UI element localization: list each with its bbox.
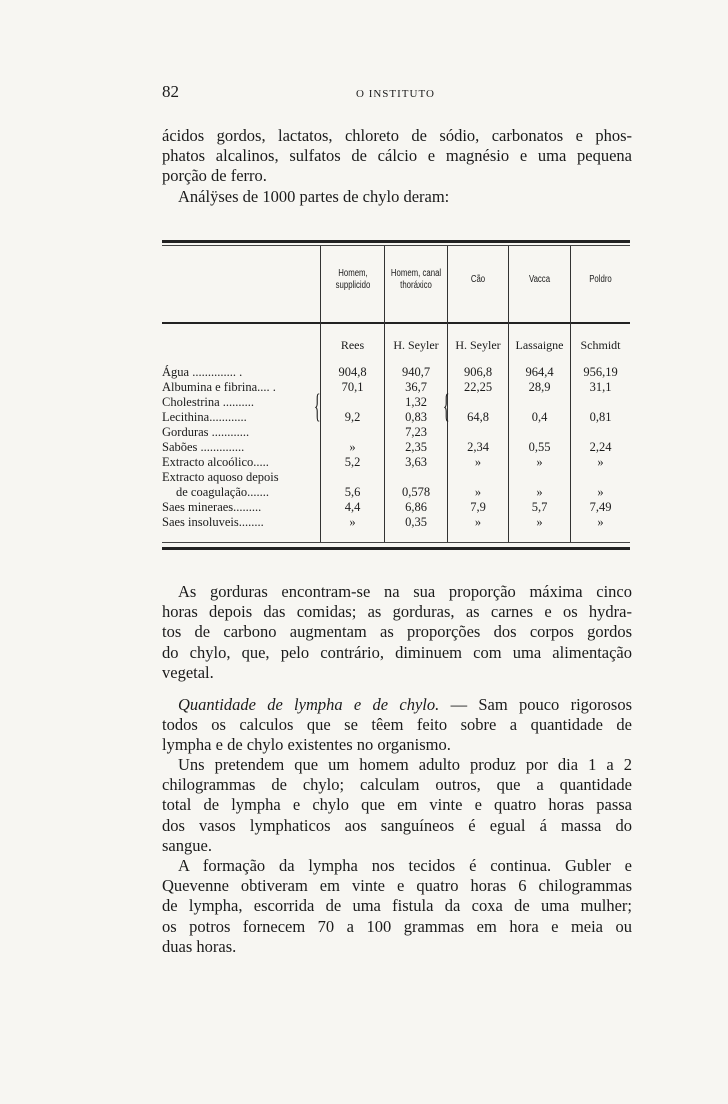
table-cell: 904,8 [338,365,367,379]
table-cell: 956,19 [583,365,618,379]
intro-paragraph [162,126,632,207]
table-cell: 2,35 [405,440,427,454]
table-rule [162,322,630,324]
text-line: chilogrammas de chylo; calculam outros, que a quantidade [162,775,632,795]
column-header: Homem, canal thoráxico [390,268,442,291]
table-cell: 1,32 [405,395,427,409]
body-paragraph-3 [162,755,632,856]
text-line: tos de carbono augmentam as proporções dos corpos gordos [162,622,632,642]
text-line: Uns pretendem que um homem adulto produz por dia 1 a 2 [178,755,632,774]
table-rule [162,245,630,246]
table-cell: » [597,485,604,499]
table-cell: » [536,515,543,529]
table-cell: 36,7 [405,380,427,394]
table-cell: 0,81 [589,410,612,424]
table-cell: 2,24 [589,440,612,454]
table-cell: 0,55 [528,440,551,454]
row-label: Gorduras ............ [162,425,250,439]
body-paragraph-4 [162,856,632,957]
column-header: Vacca [528,274,551,285]
text-line: de lympha, escorrida de uma fistula da coxa de uma mulher; [162,896,632,916]
text-line: As gorduras encontram-se na sua proporção máxima cinco [178,582,632,601]
text-line: phatos alcalinos, sulfatos de cálcio e magnésio e uma pequena [162,146,632,166]
table-cell: » [474,485,482,499]
table-cell: » [536,455,543,469]
table-cell: 5,6 [344,485,361,499]
text-line: os potros fornecem 70 a 100 grammas em hora e meia ou [162,916,632,936]
text-line: horas depois das comidas; as gorduras, as carnes e os hydra- [162,602,632,622]
chyle-analysis-table [162,240,630,552]
table-cell: 0,4 [531,410,548,424]
column-author: Schmidt [580,338,621,352]
table-cell: » [349,440,356,454]
table-cell: 31,1 [589,380,612,394]
row-label: Água .............. . [162,365,243,379]
table-cell: » [349,515,356,529]
table-top-rule [162,240,630,243]
column-header: Poldro [589,274,612,285]
text-line: Quevenne obtiveram em vinte e quatro horas 6 chilogrammas [162,876,632,896]
group-brace: { [443,388,450,425]
table-bottom-rule [162,547,630,550]
column-author: H. Seyler [393,338,439,352]
table-cell: 4,4 [344,500,361,514]
table-cell: 64,8 [467,410,489,424]
table-cell: 3,63 [405,455,427,469]
column-author: Rees [340,338,365,352]
row-label: Saes mineraes......... [162,500,262,514]
text-line: vegetal. [162,662,214,682]
text-line: duas horas. [162,936,237,956]
table-caption: Análÿses de 1000 partes de chylo deram: [178,186,450,206]
running-title: O INSTITUTO [356,88,435,100]
section-lead: — Sam pouco rigorosos [450,695,633,714]
row-label: Albumina e fibrina.... . [162,380,276,394]
row-label: Cholestrina .......... [162,395,255,409]
group-brace: { [314,388,321,425]
body-paragraph-1 [162,582,632,683]
row-label: Sabões .............. [162,440,245,454]
table-cell: 7,49 [589,500,612,514]
body-paragraph-2 [162,695,632,756]
text-line: todos os calculos que se têem feito sobre a quantidade de [162,715,632,735]
table-cell: 7,23 [405,425,427,439]
table-cell: 0,35 [405,515,427,529]
text-line: total de lympha e chylo que em vinte e quatro horas passa [162,795,632,815]
table-cell: 5,2 [344,455,361,469]
table-cell: 906,8 [463,365,493,379]
table-rule [162,542,630,543]
column-author: H. Seyler [455,338,501,352]
table-cell: 5,7 [531,500,548,514]
text-line: porção de ferro. [162,166,267,186]
column-author: Lassaigne [515,338,564,352]
table-cell: 28,9 [528,380,551,394]
section-title: Quantidade de lympha e de chylo. [178,695,440,714]
table-cell: 964,4 [525,365,554,379]
text-line: do chylo, que, pelo contrário, diminuem com uma alimentação [162,642,632,662]
table-cell: 940,7 [401,365,431,379]
text-line [162,695,632,715]
table-cell: 2,34 [467,440,489,454]
table-cell: » [597,455,604,469]
table-cell: » [536,485,543,499]
table-cell: » [597,515,604,529]
row-label: Extracto alcoólico..... [162,455,269,469]
page-number: 82 [162,82,179,101]
table-cell: 0,83 [405,410,427,424]
table-cell: 0,578 [401,485,431,499]
table-cell: 7,9 [470,500,486,514]
text-line: lympha e de chylo existentes no organismo. [162,735,451,755]
table-cell: 9,2 [344,410,361,424]
table-cell: 6,86 [405,500,427,514]
table-cell: 70,1 [341,380,364,394]
column-header: Cão [470,274,486,285]
row-label: Lecithina............ [162,410,247,424]
row-label: de coagulação....... [176,485,270,499]
text-line: dos vasos lymphaticos aos sanguíneos é egual á massa do [162,815,632,835]
text-line: ácidos gordos, lactatos, chloreto de sódio, carbonatos e phos- [162,126,632,145]
row-label: Extracto aquoso depois [162,470,279,484]
table-cell: 22,25 [463,380,493,394]
text-line: sangue. [162,835,212,855]
table-cell: » [474,455,482,469]
table-cell: » [474,515,482,529]
row-label: Saes insoluveis........ [162,515,264,529]
column-header: Homem, supplicido [335,268,371,291]
text-line: A formação da lympha nos tecidos é continua. Gubler e [178,856,632,875]
